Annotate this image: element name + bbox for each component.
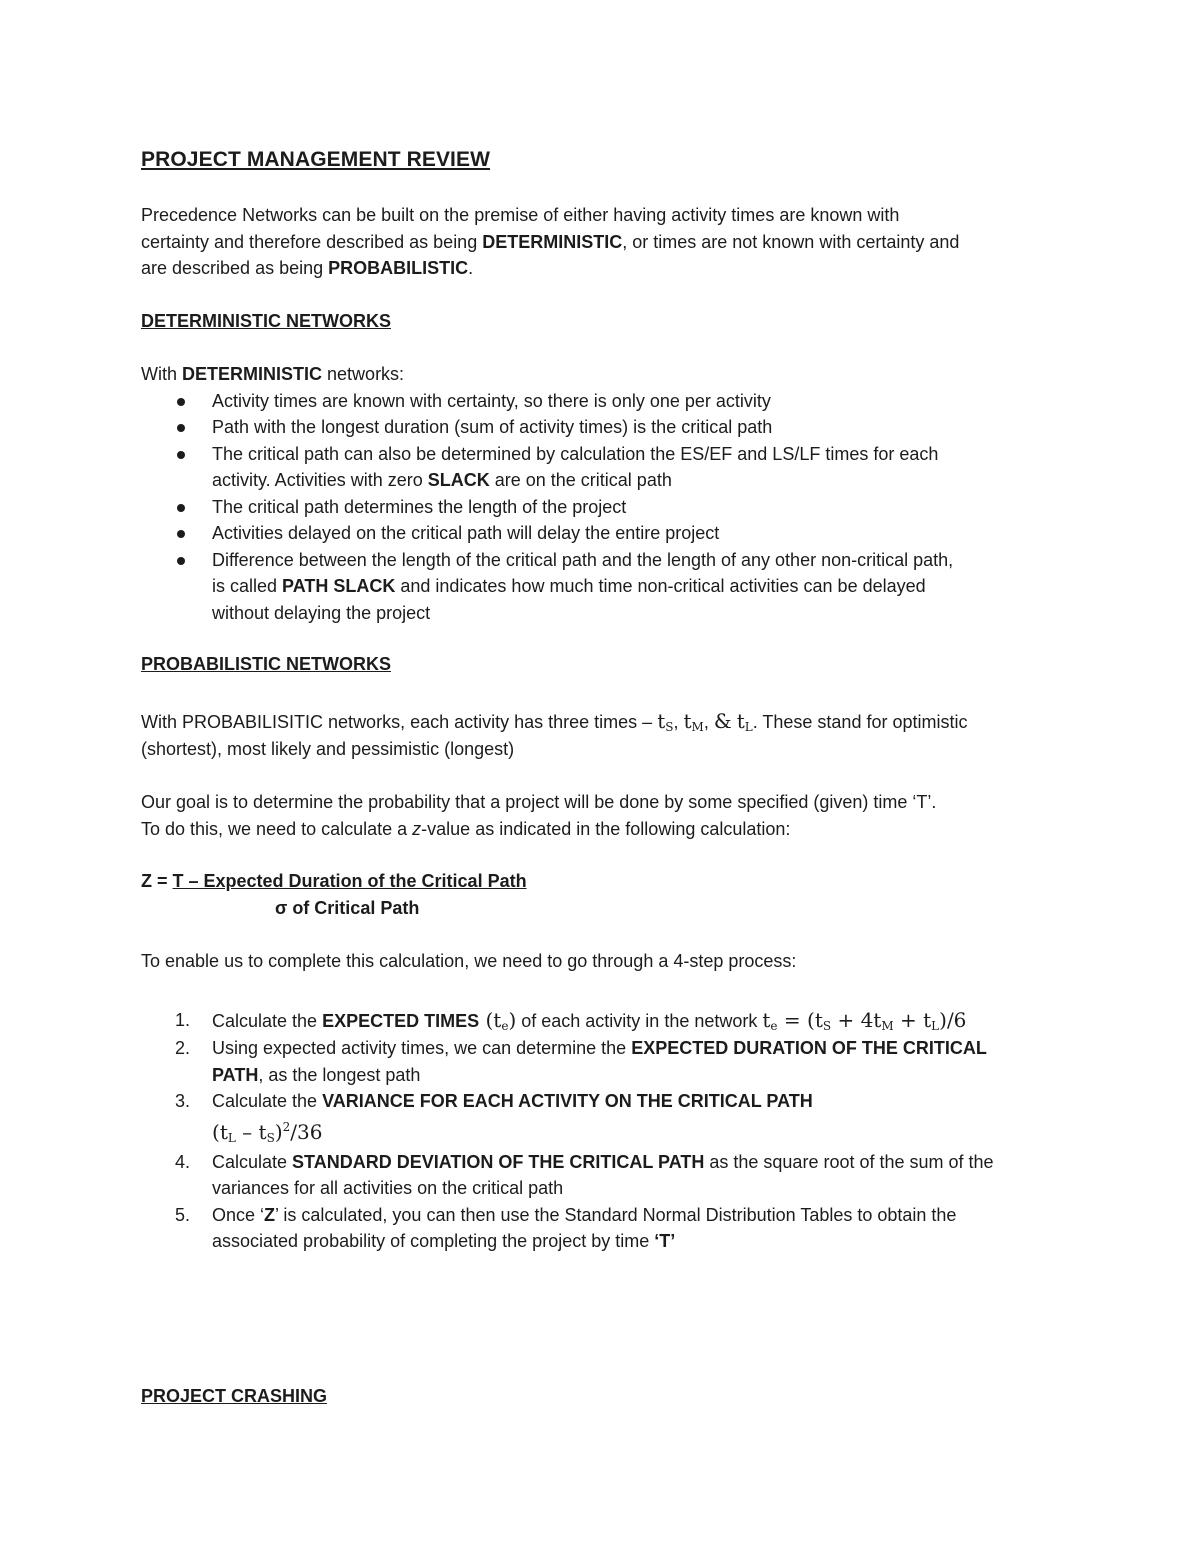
- list-item: Difference between the length of the critical path and the length of any other non-critical path, is called PATH SLACK and indicates how much time non-critical activities can be delayed without delaying the project: [141, 547, 953, 627]
- section-heading-crashing: PROJECT CRASHING: [141, 1386, 328, 1406]
- list-item: The critical path determines the length of the project: [141, 494, 953, 521]
- z-formula-numerator: Z = T – Expected Duration of the Critical Path: [141, 871, 527, 891]
- probabilistic-intro: [141, 708, 967, 762]
- list-item: The critical path can also be determined by calculation the ES/EF and LS/LF times for each activity. Activities with zero SLACK are on the critical path: [141, 441, 953, 494]
- goal-line: Our goal is to determine the probability that a project will be done by some specified (given) time ‘T’.: [141, 792, 937, 812]
- list-item: Activities delayed on the critical path will delay the entire project: [141, 520, 953, 547]
- keyword-deterministic: DETERMINISTIC: [482, 231, 623, 252]
- deterministic-lead: With DETERMINISTIC networks:: [141, 364, 405, 384]
- process-intro: To enable us to complete this calculation, we need to go through a 4-step process:: [141, 951, 797, 971]
- goal-line: To do this, we need to calculate a z-value as indicated in the following calculation:: [141, 818, 791, 839]
- deterministic-section: [141, 361, 953, 626]
- section-heading-probabilistic: PROBABILISTIC NETWORKS: [141, 654, 391, 674]
- list-item: 3. Calculate the VARIANCE FOR EACH ACTIVITY ON THE CRITICAL PATH $(t_L - t_S)^2/36$: [175, 1091, 813, 1145]
- list-item: 2. Using expected activity times, we can determine the EXPECTED DURATION OF THE CRITICAL PATH, as the longest path: [175, 1038, 987, 1085]
- list-item: Activity times are known with certainty, so there is only one per activity: [141, 388, 953, 415]
- process-steps-list: [141, 1006, 994, 1255]
- list-item: Path with the longest duration (sum of activity times) is the critical path: [141, 414, 953, 441]
- bullet-icon: [177, 504, 185, 512]
- bullet-icon: [177, 530, 185, 538]
- time-symbol-ts: $t_S$: [657, 709, 674, 734]
- time-symbol-tl: $t_L$: [736, 709, 753, 734]
- page-title: PROJECT MANAGEMENT REVIEW: [141, 148, 491, 171]
- bullet-icon: [177, 557, 185, 565]
- intro-line: certainty and therefore described as being DETERMINISTIC, or times are not known with certainty and: [141, 231, 960, 252]
- list-item: 4. Calculate STANDARD DEVIATION OF THE CRITICAL PATH as the square root of the sum of the variances for all activities on the critical path: [175, 1151, 994, 1198]
- bullet-icon: [177, 398, 185, 406]
- section-heading-deterministic: DETERMINISTIC NETWORKS: [141, 311, 391, 331]
- bullet-icon: [177, 451, 185, 459]
- expected-time-formula: $t_e = (t_S + 4t_M + t_L)/6$: [762, 1008, 967, 1033]
- time-symbol-tm: $t_M$: [683, 709, 704, 734]
- probabilistic-line: (shortest), most likely and pessimistic (longest): [141, 738, 515, 759]
- list-item: 1. Calculate the EXPECTED TIMES $(t_e)$ of each activity in the network $t_e = (t_S + 4t_M + t_L)/6$: [175, 1008, 967, 1033]
- intro-line: are described as being PROBABILISTIC.: [141, 258, 474, 278]
- goal-paragraph: [141, 789, 936, 842]
- intro-paragraph: [141, 202, 959, 282]
- keyword-probabilistic: PROBABILISTIC: [328, 258, 469, 278]
- z-formula-denominator: σ of Critical Path: [275, 898, 420, 918]
- variance-formula: $(t_L - t_S)^2/36$: [212, 1119, 323, 1145]
- intro-line: Precedence Networks can be built on the premise of either having activity times are known with: [141, 205, 900, 225]
- list-item: 5. Once ‘Z’ is calculated, you can then use the Standard Normal Distribution Tables to obtain the associated probability of completing the project by time ‘T’: [175, 1204, 957, 1251]
- bullet-icon: [177, 424, 185, 432]
- deterministic-bullet-list: [141, 388, 953, 627]
- probabilistic-line: With PROBABILISITIC networks, each activity has three times – $t_S$, $t_M$, & $t_L$. These stand for optimistic: [141, 709, 968, 734]
